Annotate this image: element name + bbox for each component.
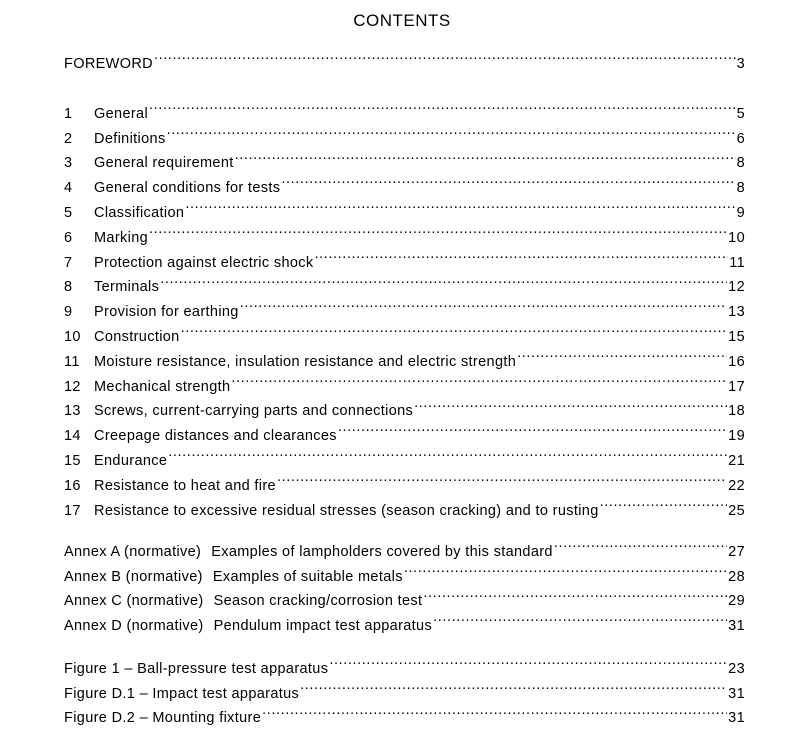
toc-figures-section xyxy=(64,648,745,727)
toc-entry-clause[interactable] xyxy=(64,242,745,271)
toc-entry-number: 15 xyxy=(64,452,81,469)
dot-leader xyxy=(329,648,727,673)
toc-entry-label: Creepage distances and clearances xyxy=(94,428,337,445)
dot-leader xyxy=(231,366,727,391)
dot-leader xyxy=(600,490,728,515)
toc-entry-clause[interactable] xyxy=(64,217,745,246)
toc-entry-clause[interactable] xyxy=(64,291,745,321)
toc-entry-number: 5 xyxy=(64,204,73,221)
toc-entry-number: 11 xyxy=(64,353,80,370)
toc-entry-page: 29 xyxy=(728,593,745,610)
toc-entry-page: 17 xyxy=(728,378,745,395)
toc-entry-label: Construction xyxy=(94,328,180,345)
toc-foreword-section xyxy=(64,43,745,72)
toc-entry-label: Examples of lampholders covered by this standard xyxy=(211,543,553,560)
toc-entry-label: Examples of suitable metals xyxy=(212,568,403,585)
toc-entry-number: 2 xyxy=(64,130,73,147)
dot-leader xyxy=(315,242,729,267)
dot-leader xyxy=(185,192,735,217)
dot-leader xyxy=(262,698,727,723)
dot-leader xyxy=(181,316,728,341)
toc-entry-number: 14 xyxy=(64,428,81,445)
dot-leader xyxy=(423,581,727,606)
toc-entry-label: Season cracking/corrosion test xyxy=(213,593,423,610)
toc-entry-label: Resistance to excessive residual stresses (season cracking) and to rusting xyxy=(94,502,599,519)
toc-entry-page: 9 xyxy=(736,204,745,221)
dot-leader xyxy=(168,440,727,465)
toc-entry-page: 19 xyxy=(728,428,745,445)
toc-entry-page: 16 xyxy=(728,353,745,370)
dot-leader xyxy=(167,118,736,143)
toc-entry-page: 15 xyxy=(728,328,745,345)
toc-entry-clause[interactable] xyxy=(64,118,745,147)
toc-entry-label: Figure 1 – Ball-pressure test apparatus xyxy=(64,660,329,677)
toc-entry-clause[interactable] xyxy=(64,93,745,122)
toc-entry-clause[interactable] xyxy=(64,143,745,172)
toc-entry-page: 10 xyxy=(728,229,745,246)
dot-leader xyxy=(277,465,727,490)
toc-entry-label: Moisture resistance, insulation resistance and electric strength xyxy=(94,353,517,370)
toc-entry-label: Provision for earthing xyxy=(94,304,239,321)
toc-entry-number: 4 xyxy=(64,180,73,197)
toc-entry-number: 7 xyxy=(64,254,73,271)
toc-entry-page: 6 xyxy=(736,130,745,147)
toc-annex-id: Annex B (normative) xyxy=(64,568,203,585)
dot-leader xyxy=(338,415,727,440)
toc-entry-page: 21 xyxy=(728,452,745,469)
toc-entry-page: 31 xyxy=(728,685,745,702)
dot-leader xyxy=(433,605,727,630)
toc-entry-page: 25 xyxy=(728,502,745,519)
toc-entry-label: Protection against electric shock xyxy=(94,254,314,271)
toc-entry-foreword[interactable] xyxy=(64,43,745,72)
dot-leader xyxy=(240,291,727,316)
page-title: CONTENTS xyxy=(353,11,451,30)
toc-entry-number: 1 xyxy=(64,105,73,122)
toc-entry-clause[interactable] xyxy=(64,267,745,296)
toc-entry-page: 3 xyxy=(736,55,745,72)
toc-entry-page: 28 xyxy=(728,568,745,585)
toc-entry-page: 23 xyxy=(728,660,745,677)
toc-entry-page: 5 xyxy=(736,105,745,122)
toc-entry-number: 6 xyxy=(64,229,73,246)
toc-entry-label: Marking xyxy=(94,229,149,246)
dot-leader xyxy=(554,531,727,556)
toc-entry-page: 22 xyxy=(728,477,745,494)
toc-entry-figure[interactable] xyxy=(64,648,745,677)
toc-entry-label: Screws, current-carrying parts and connections xyxy=(94,403,414,420)
toc-entry-page: 18 xyxy=(728,403,745,420)
toc-entry-label: FOREWORD xyxy=(64,55,153,72)
toc-entry-page: 13 xyxy=(728,304,745,321)
dot-leader xyxy=(160,267,727,292)
dot-leader xyxy=(281,167,735,192)
toc-entry-label: Mechanical strength xyxy=(94,378,231,395)
toc-entry-page: 8 xyxy=(736,180,745,197)
dot-leader xyxy=(154,43,736,68)
toc-entry-annex[interactable] xyxy=(64,531,745,560)
toc-entry-number: 8 xyxy=(64,279,73,296)
toc-entry-number: 17 xyxy=(64,502,81,519)
toc-entry-label: General xyxy=(94,105,149,122)
toc-entry-label: Pendulum impact test apparatus xyxy=(213,618,433,635)
toc-entry-number: 3 xyxy=(64,155,73,172)
toc-entry-page: 31 xyxy=(728,618,745,635)
toc-entry-number: 9 xyxy=(64,304,73,321)
toc-entry-page: 8 xyxy=(736,155,745,172)
toc-entry-label: General conditions for tests xyxy=(94,180,281,197)
toc-entry-number: 13 xyxy=(64,403,81,420)
toc-entry-page: 27 xyxy=(728,543,745,560)
toc-entry-label: Terminals xyxy=(94,279,160,296)
toc-annex-id: Annex A (normative) xyxy=(64,543,202,560)
toc-annex-id: Annex D (normative) xyxy=(64,618,204,635)
dot-leader xyxy=(404,556,727,581)
dot-leader xyxy=(517,341,727,366)
toc-entry-label: Resistance to heat and fire xyxy=(94,477,276,494)
dot-leader xyxy=(414,391,727,416)
toc-annexes-section xyxy=(64,531,745,635)
dot-leader xyxy=(149,217,727,242)
toc-entry-page: 31 xyxy=(728,710,745,727)
toc-entry-label: Endurance xyxy=(94,452,168,469)
toc-entry-label: Definitions xyxy=(94,130,166,147)
toc-entry-label: Figure D.2 – Mounting fixture xyxy=(64,710,262,727)
dot-leader xyxy=(149,93,736,118)
toc-entry-number: 10 xyxy=(64,328,81,345)
toc-entry-page: 12 xyxy=(728,279,745,296)
toc-entry-label: General requirement xyxy=(94,155,234,172)
dot-leader xyxy=(300,673,727,698)
dot-leader xyxy=(235,143,736,168)
toc-entry-number: 16 xyxy=(64,477,81,494)
toc-entry-page: 11 xyxy=(729,254,745,271)
toc-clauses-section xyxy=(64,93,745,519)
toc-entry-label: Figure D.1 – Impact test apparatus xyxy=(64,685,300,702)
toc-entry-number: 12 xyxy=(64,378,81,395)
toc-entry-label: Classification xyxy=(94,204,185,221)
toc-annex-id: Annex C (normative) xyxy=(64,593,204,610)
